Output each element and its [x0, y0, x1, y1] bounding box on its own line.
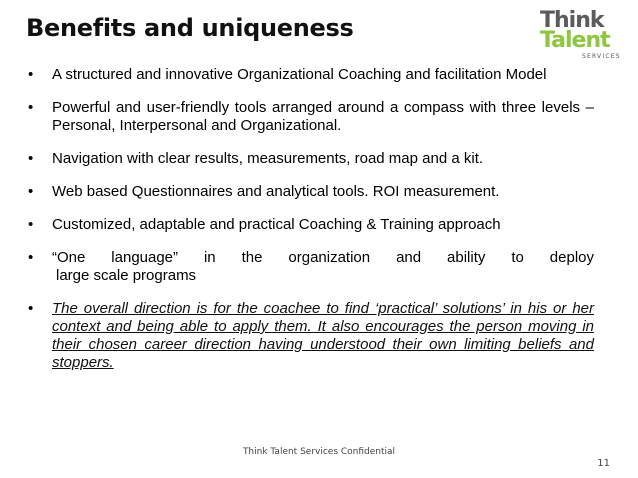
- bullet-item: [24, 183, 594, 201]
- bullet-item-emphasis: [24, 300, 594, 372]
- footer-confidential: Think Talent Services Confidential: [242, 447, 396, 457]
- bullet-dot: •: [28, 99, 34, 116]
- bullet-item: [24, 66, 594, 84]
- logo-line-talent: Talent: [540, 28, 610, 53]
- bullet-dot: •: [28, 216, 34, 233]
- bullet-dot: •: [28, 150, 34, 167]
- logo-line-think: Think: [540, 8, 604, 33]
- page-number: 11: [597, 458, 610, 469]
- bullet-item: [24, 99, 594, 135]
- bullet-text-emphasis: The overall direction is for the coachee to find ‘practical’ solutions’ in his or her context and being able to apply them. It also encourages the person moving in their chosen career direction having understood their own limiting beliefs and stoppers.: [52, 300, 594, 371]
- bullet-dot: •: [28, 183, 34, 200]
- logo-line-services: SERVICES: [582, 53, 621, 60]
- bullet-dot: •: [28, 300, 34, 317]
- bullet-dot: •: [28, 249, 34, 266]
- bullet-list: [24, 66, 594, 387]
- bullet-text: Powerful and user-friendly tools arranged around a compass with three levels – Personal, Interpersonal and Organizational.: [52, 99, 594, 134]
- bullet-dot: •: [28, 66, 34, 83]
- bullet-text: Customized, adaptable and practical Coaching & Training approach: [52, 216, 501, 233]
- bullet-text: Web based Questionnaires and analytical tools. ROI measurement.: [52, 183, 500, 200]
- slide-title: Benefits and uniqueness: [26, 14, 354, 42]
- bullet-text-line2: large scale programs: [56, 267, 197, 284]
- bullet-text: A structured and innovative Organizational Coaching and facilitation Model: [52, 66, 547, 83]
- think-talent-logo: [538, 10, 630, 66]
- bullet-item: [24, 249, 594, 285]
- bullet-item: [24, 150, 594, 168]
- bullet-text: Navigation with clear results, measurements, road map and a kit.: [52, 150, 484, 167]
- bullet-item: [24, 216, 594, 234]
- bullet-text-line1: “One language” in the organization and ability to deploy: [52, 249, 594, 266]
